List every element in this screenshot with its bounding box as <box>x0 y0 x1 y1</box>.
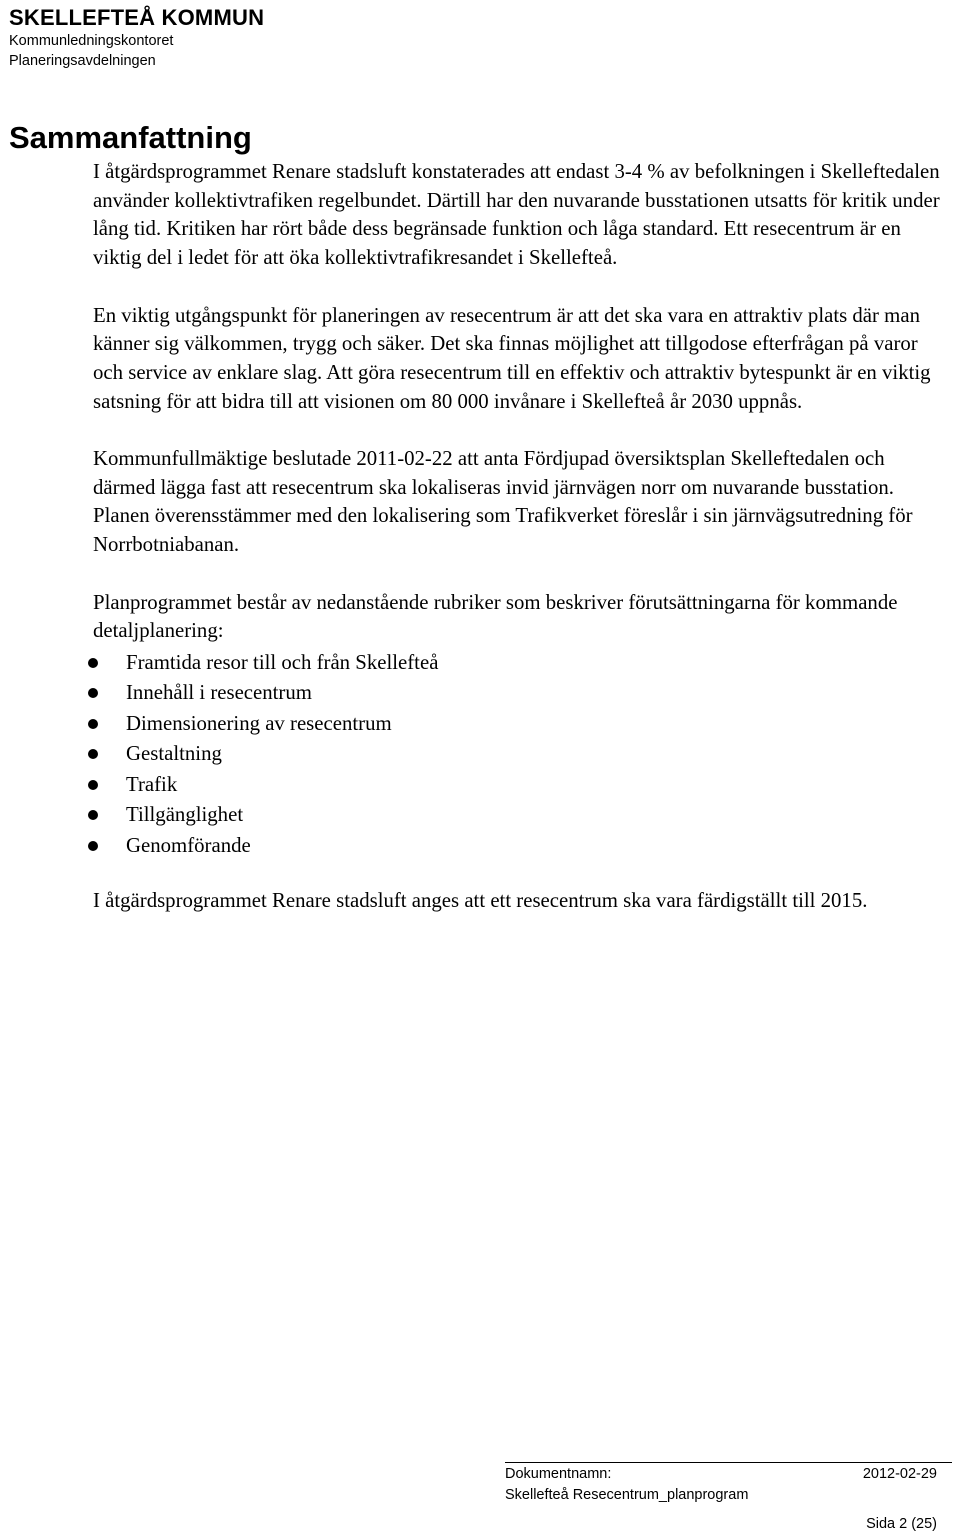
paragraph-deadline: I åtgärdsprogrammet Renare stadsluft anges att ett resecentrum ska vara färdigställt till 2015. <box>93 889 868 913</box>
list-item <box>75 770 953 801</box>
bullet-dot-icon <box>88 749 98 759</box>
list-item-label: Gestaltning <box>126 742 222 766</box>
paragraph-intro: I åtgärdsprogrammet Renare stadsluft konstaterades att endast 3-4 % av befolkningen i Skelleftedalen använder kollektivtrafiken regelbundet. Därtill har den nuvarande busstationen utsatts för kritik under lång tid. Kritiken har rört både dess begränsade funktion och låga standard. Ett resecentrum är en viktig del i ledet för att öka kollektivtrafikresandet i Skellefteå. <box>93 160 940 270</box>
section-title: Sammanfattning <box>9 120 252 155</box>
paragraph-goals: En viktig utgångspunkt för planeringen av resecentrum är att det ska vara en attraktiv plats där man känner sig välkommen, trygg och säker. Det ska finnas möjlighet att tillgodose efterfrågan på varor och service av enklare slag. Att göra resecentrum till en effektiv och attraktiv bytespunkt är en viktig satsning för att bidra till att visionen om 80 000 invånare i Skellefteå år 2030 uppnås. <box>93 303 931 413</box>
list-item <box>75 678 953 709</box>
paragraph-decision: Kommunfullmäktige beslutade 2011-02-22 att anta Fördjupad översiktsplan Skelleftedalen och därmed lägga fast att resecentrum ska lokaliseras invid järnvägen norr om nuvarande busstation. Planen överensstämmer med den lokalisering som Trafikverket föreslår i sin järnvägsutredning för Norrbotniabanan. <box>93 447 913 557</box>
organization-name: SKELLEFTEÅ KOMMUN <box>9 5 265 30</box>
department-name: Planeringsavdelningen <box>9 53 156 69</box>
document-body <box>93 158 953 916</box>
document-header <box>9 4 264 71</box>
office-name: Kommunledningskontoret <box>9 33 174 49</box>
paragraph-program: Planprogrammet består av nedanstående rubriker som beskriver förutsättningarna för kommande detaljplanering: <box>93 590 898 643</box>
list-item <box>75 739 953 770</box>
bullet-dot-icon <box>88 688 98 698</box>
bullet-dot-icon <box>88 780 98 790</box>
bullet-dot-icon <box>88 810 98 820</box>
footer-divider <box>505 1462 952 1463</box>
footer-row <box>505 1464 952 1485</box>
list-item-label: Dimensionering av resecentrum <box>126 711 392 735</box>
bullet-dot-icon <box>88 841 98 851</box>
document-name-label: Dokumentnamn: <box>505 1466 612 1482</box>
list-item-label: Tillgänglighet <box>126 803 244 827</box>
document-footer <box>505 1464 952 1535</box>
list-item <box>75 648 953 679</box>
document-name: Skellefteå Resecentrum_planprogram <box>505 1487 749 1503</box>
bullet-dot-icon <box>88 719 98 729</box>
list-item <box>75 800 953 831</box>
list-item <box>75 709 953 740</box>
bullet-dot-icon <box>88 658 98 668</box>
document-date: 2012-02-29 <box>862 1466 937 1482</box>
list-item-label: Innehåll i resecentrum <box>126 681 312 705</box>
topic-list <box>93 648 953 862</box>
list-item-label: Framtida resor till och från Skellefteå <box>126 650 439 674</box>
list-item-label: Trafik <box>126 772 178 796</box>
list-item-label: Genomförande <box>126 833 251 857</box>
list-item <box>75 831 953 862</box>
page-number: Sida 2 (25) <box>866 1516 937 1532</box>
